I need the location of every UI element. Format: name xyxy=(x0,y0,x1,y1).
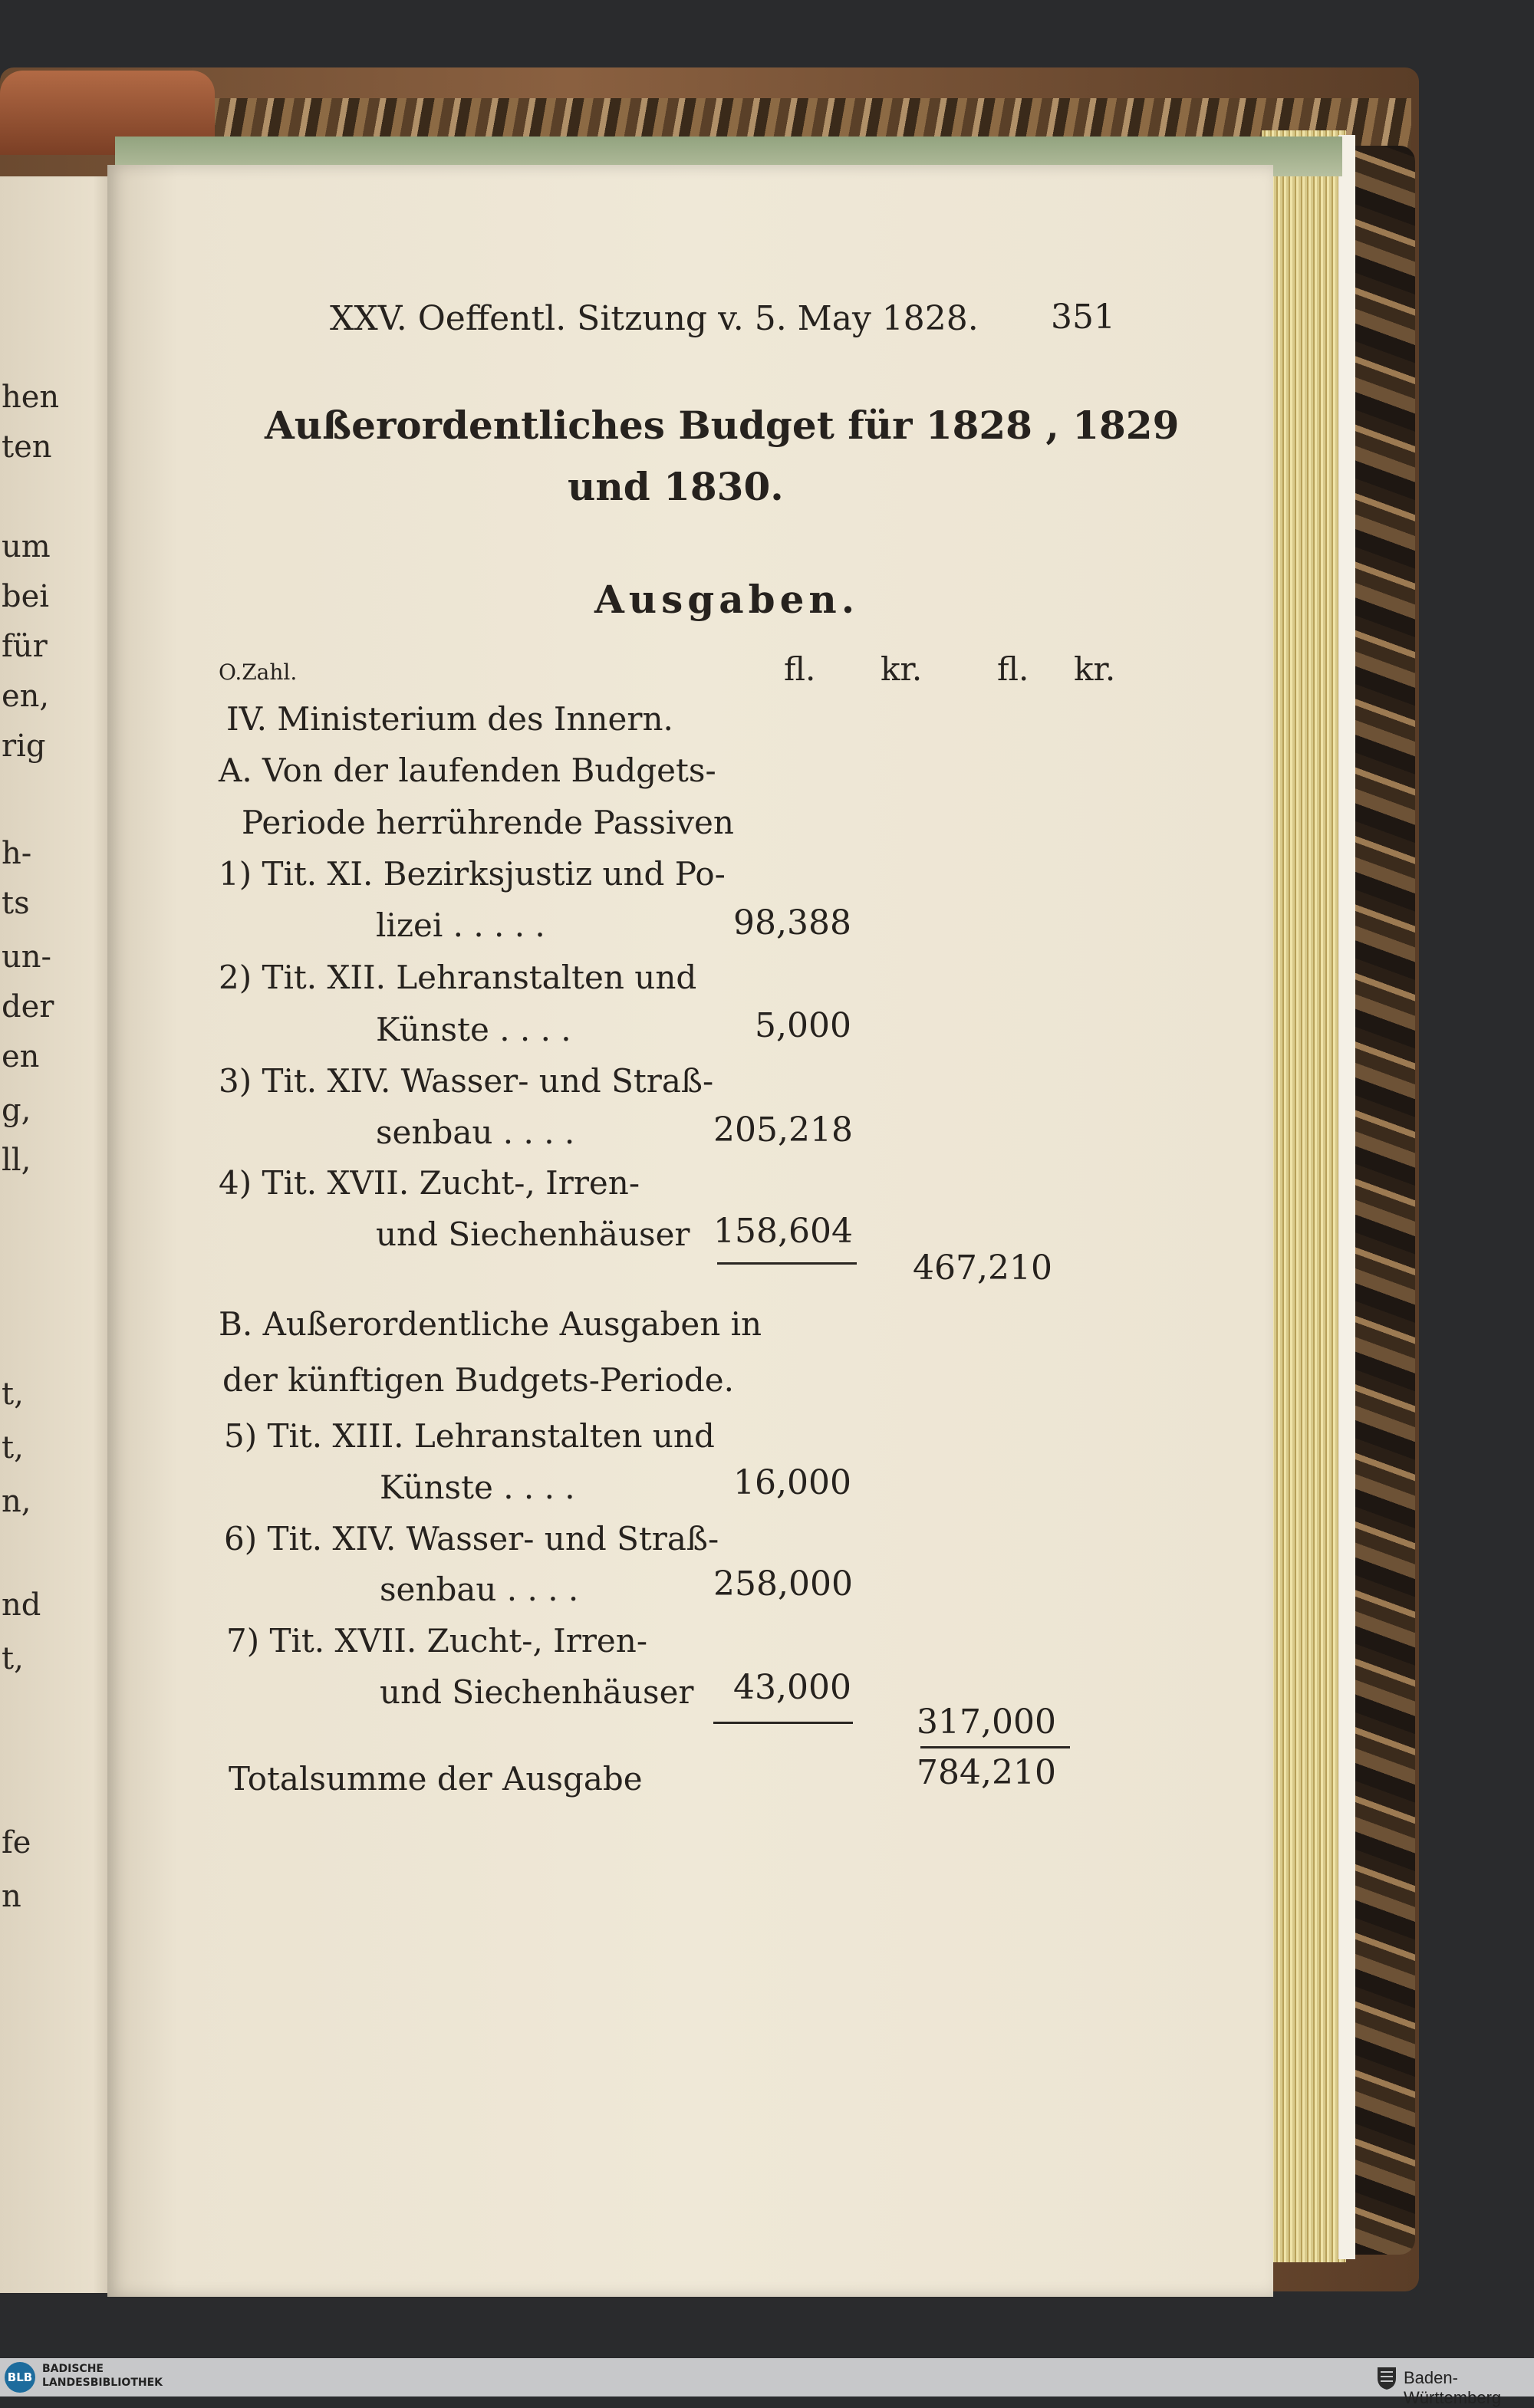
item-line2: senbau . . . . xyxy=(376,1114,575,1151)
column-ozahl: O.Zahl. xyxy=(219,660,298,685)
item-line2: und Siechenhäuser xyxy=(380,1673,694,1711)
section-heading: Ausgaben. xyxy=(594,577,860,622)
section-a-line1: A. Von der laufenden Budgets- xyxy=(219,752,716,789)
left-page-fragment: der xyxy=(2,989,54,1025)
item-amount: 43,000 xyxy=(733,1668,851,1707)
item-line2: senbau . . . . xyxy=(380,1571,579,1608)
item-line1: 3) Tit. XIV. Wasser- und Straß- xyxy=(219,1062,714,1100)
page-edge-highlight xyxy=(1338,135,1355,2259)
library-name-line2: LANDESBIBLIOTHEK xyxy=(42,2377,163,2389)
item-line1: 7) Tit. XVII. Zucht-, Irren- xyxy=(226,1622,648,1660)
left-page-fragment: hen xyxy=(2,380,60,415)
column-kr-2: kr. xyxy=(1074,650,1116,688)
budget-title-line1: Außerordentliches Budget für 1828 , 1829 xyxy=(265,403,1180,448)
subtotal-rule xyxy=(713,1722,853,1724)
left-page-fragment: um xyxy=(2,529,51,564)
left-page-fragment: bei xyxy=(2,579,50,614)
page-edges xyxy=(1262,130,1346,2262)
section-a-subtotal: 467,210 xyxy=(913,1248,1052,1288)
state-name: Baden-Württemberg xyxy=(1404,2368,1502,2407)
budget-title-line2: und 1830. xyxy=(568,464,784,509)
left-page-fragment: nd xyxy=(2,1587,41,1623)
item-line1: 5) Tit. XIII. Lehranstalten und xyxy=(224,1417,715,1455)
footer-bar xyxy=(0,2358,1534,2396)
left-page xyxy=(0,176,117,2293)
item-amount: 16,000 xyxy=(733,1463,851,1502)
item-amount: 205,218 xyxy=(713,1110,853,1150)
item-line2: und Siechenhäuser xyxy=(376,1216,690,1253)
state-coat-of-arms-icon xyxy=(1374,2364,1399,2390)
left-page-fragment: fe xyxy=(2,1825,31,1860)
subtotal-rule xyxy=(717,1262,857,1265)
column-kr-1: kr. xyxy=(881,650,923,688)
left-page-fragment: t, xyxy=(2,1430,24,1466)
total-label: Totalsumme der Ausgabe xyxy=(229,1760,643,1798)
library-name xyxy=(42,2362,163,2390)
section-b-line2: der künftigen Budgets-Periode. xyxy=(222,1361,734,1399)
left-page-fragment: t, xyxy=(2,1641,24,1676)
section-a-line2: Periode herrührende Passiven xyxy=(242,804,734,841)
total-rule xyxy=(920,1746,1070,1748)
total-amount: 784,210 xyxy=(917,1753,1056,1792)
section-b-subtotal: 317,000 xyxy=(917,1702,1056,1742)
item-line1: 4) Tit. XVII. Zucht-, Irren- xyxy=(219,1164,640,1202)
left-page-fragment: g, xyxy=(2,1093,31,1128)
page-number: 351 xyxy=(1051,298,1115,337)
item-amount: 5,000 xyxy=(755,1006,851,1045)
left-page-fragment: en, xyxy=(2,679,50,714)
left-page-fragment: h- xyxy=(2,836,32,871)
left-page-fragment: ts xyxy=(2,886,30,921)
column-fl-1: fl. xyxy=(784,650,816,688)
item-line2: Künste . . . . xyxy=(376,1011,571,1048)
item-amount: 258,000 xyxy=(713,1564,853,1604)
running-title: XXV. Oeffentl. Sitzung v. 5. May 1828. xyxy=(330,299,979,338)
blb-logo: BLB xyxy=(5,2362,35,2393)
left-page-fragment: t, xyxy=(2,1377,24,1412)
column-fl-2: fl. xyxy=(997,650,1029,688)
item-line1: 1) Tit. XI. Bezirksjustiz und Po- xyxy=(219,855,726,893)
left-page-fragment: rig xyxy=(2,729,46,764)
left-page-fragment: un- xyxy=(2,939,52,975)
left-page-fragment: en xyxy=(2,1039,40,1074)
library-name-line1: BADISCHE xyxy=(42,2363,104,2375)
item-amount: 98,388 xyxy=(733,903,851,942)
left-page-fragment: ll, xyxy=(2,1143,31,1178)
left-page-fragment: n xyxy=(2,1879,21,1914)
left-page-fragment: für xyxy=(2,629,48,664)
ministry-heading: IV. Ministerium des Innern. xyxy=(226,700,673,738)
left-page-fragment: n, xyxy=(2,1484,31,1519)
item-line1: 2) Tit. XII. Lehranstalten und xyxy=(219,959,697,996)
item-line2: lizei . . . . . xyxy=(376,906,545,944)
item-amount: 158,604 xyxy=(713,1212,853,1251)
left-page-fragment: ten xyxy=(2,429,52,465)
section-b-line1: B. Außerordentliche Ausgaben in xyxy=(219,1305,762,1343)
item-line1: 6) Tit. XIV. Wasser- und Straß- xyxy=(224,1520,719,1558)
item-line2: Künste . . . . xyxy=(380,1469,575,1506)
